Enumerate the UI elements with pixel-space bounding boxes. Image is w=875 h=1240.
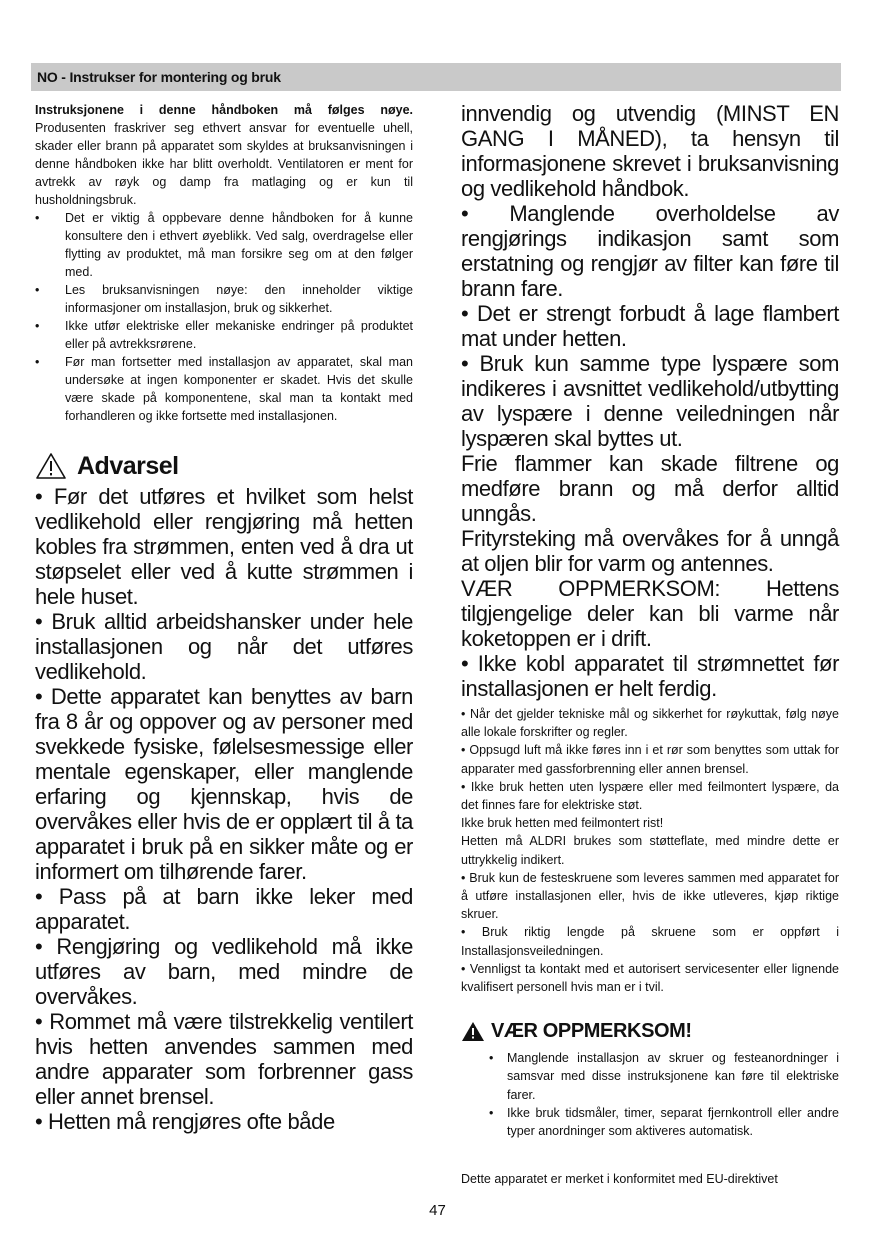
paragraph: • Bruk kun de festeskruene som leveres sammen med apparatet for å utføre installasjonen eller, hvis de ikke utleveres, kjøp riktige skruer. [461,870,839,922]
warning-triangle-filled-icon [461,1021,485,1042]
paragraph: • Rommet må være tilstrekkelig ventilert hvis hetten anvendes sammen med andre apparater som forbrenner gass eller annet brensel. [35,1009,413,1109]
paragraph: • Pass på at barn ikke leker med apparatet. [35,884,413,934]
intro-bullet-list [35,209,413,425]
attention-title: VÆR OPPMERKSOM! [491,1020,692,1043]
paragraph: • Rengjøring og vedlikehold må ikke utføres av barn, med mindre de overvåkes. [35,934,413,1009]
paragraph: Frityrsteking må overvåkes for å unngå at oljen blir for varm og antennes. [461,526,839,576]
list-item: • Før man fortsetter med installasjon av apparatet, skal man undersøke at ingen komponenter er skadet. Hvis det skulle være skade på komponentene, skal man ta kontakt med forhandleren og ikke fortsette med installasjonen. [35,355,413,423]
paragraph: • Ikke kobl apparatet til strømnettet før installasjonen er helt ferdig. [461,651,839,701]
paragraph: • Manglende overholdelse av rengjørings indikasjon samt som erstatning og rengjør av filter kan føre til brann fare. [461,201,839,301]
paragraph: • Vennligst ta kontakt med et autorisert servicesenter eller lignende kvalifisert personell hvis man er i tvil. [461,961,839,995]
warning-text-right [461,101,839,701]
left-column [35,101,413,1134]
section-header-bar [31,63,841,91]
intro-text: Produsenten fraskriver seg ethvert ansvar for eventuelle uhell, skader eller brann på apparatet som skyldes at bruksanvisningen i denne håndboken ikke har blitt overholdt. Ventilatoren er ment for avtrekk av røyk og damp fra matlaging og er kun til husholdningsbruk. [35,121,413,207]
list-item: • Ikke bruk tidsmåler, timer, separat fjernkontroll eller andre typer anordninger som aktiveres automatisk. [489,1105,839,1139]
paragraph: • Dette apparatet kan benyttes av barn fra 8 år og oppover og av personer med svekkede fysiske, følelsesmessige eller mentale egenskaper, eller manglende erfaring og kjennskap, hvis de overvåkes eller hvis de er opplært til å ta apparatet i bruk på en sikker måte og er informert om tilhørende farer. [35,684,413,884]
paragraph: innvendig og utvendig (MINST EN GANG I MÅNED), ta hensyn til informasjonene skrevet i bruksanvisning og vedlikehold håndbok. [461,101,839,201]
paragraph: • Oppsugd luft må ikke føres inn i et rør som benyttes som uttak for apparater med gassforbrenning eller annen brensel. [461,743,839,776]
warning-title: Advarsel [77,451,179,480]
intro-bold-lead: Instruksjonene i denne håndboken må følges nøye. [35,103,413,117]
bullet-symbol: • [35,211,40,225]
conformity-note: Dette apparatet er merket i konformitet med EU-direktivet [461,1172,778,1187]
bullet-symbol: • [35,283,40,297]
bullet-symbol: • [489,1105,494,1120]
paragraph: • Før det utføres et hvilket som helst vedlikehold eller rengjøring må hetten kobles fra strømmen, enten ved å dra ut støpselet eller ved å kutte strømmen i hele huset. [35,484,413,609]
warning-heading [35,451,413,481]
bullet-symbol: • [35,355,40,369]
safety-notes [461,705,839,996]
attention-heading [461,1020,839,1043]
section-header-title: NO - Instrukser for montering og bruk [37,69,281,85]
paragraph: Frie flammer kan skade filtrene og medføre brann og må derfor alltid unngås. [461,451,839,526]
paragraph: Hetten må ALDRI brukes som støtteflate, med mindre dette er uttrykkelig indikert. [461,834,839,867]
list-item: • Les bruksanvisningen nøye: den inneholder viktige informasjoner om installasjon, bruk og sikkerhet. [35,283,413,315]
attention-list [489,1049,839,1140]
list-item: • Det er viktig å oppbevare denne håndboken for å kunne konsultere den i ethvert øyeblikk. Ved salg, overdragelse eller flytting av produktet, må man forsikre seg om at den følger med. [35,211,413,279]
bullet-symbol: • [489,1051,494,1066]
paragraph: • Bruk alltid arbeidshansker under hele installasjonen og når det utføres vedlikehold. [35,609,413,684]
right-column [461,101,839,1188]
attention-list-wrap [461,1049,839,1140]
paragraph: • Ikke bruk hetten uten lyspære eller med feilmontert lyspære, da det finnes fare for elektriske støt. [461,779,839,813]
paragraph: VÆR OPPMERKSOM: Hettens tilgjengelige deler kan bli varme når koketoppen er i drift. [461,576,839,651]
paragraph: • Bruk kun samme type lyspære som indikeres i avsnittet vedlikehold/utbytting av lyspære i denne veiledningen når lyspæren skal byttes ut. [461,351,839,451]
warning-text-left [35,484,413,1134]
paragraph: Ikke bruk hetten med feilmontert rist! [461,816,664,831]
paragraph: • Hetten må rengjøres ofte både [35,1109,335,1134]
bullet-symbol: • [35,319,40,333]
paragraph: • Bruk riktig lengde på skruene som er oppført i Installasjonsveiledningen. [461,925,839,958]
list-item: • Manglende installasjon av skruer og festeanordninger i samsvar med disse instruksjonene kan føre til elektriske farer. [489,1051,839,1102]
paragraph: • Når det gjelder tekniske mål og sikkerhet for røykuttak, følg nøye alle lokale forskrifter og regler. [461,707,839,740]
list-item: • Ikke utfør elektriske eller mekaniske endringer på produktet eller på avtrekksrørene. [35,319,413,351]
paragraph: • Det er strengt forbudt å lage flambert mat under hetten. [461,301,839,351]
page-number: 47 [429,1202,446,1219]
intro-paragraph [35,101,413,209]
warning-triangle-outline-icon [35,452,67,480]
